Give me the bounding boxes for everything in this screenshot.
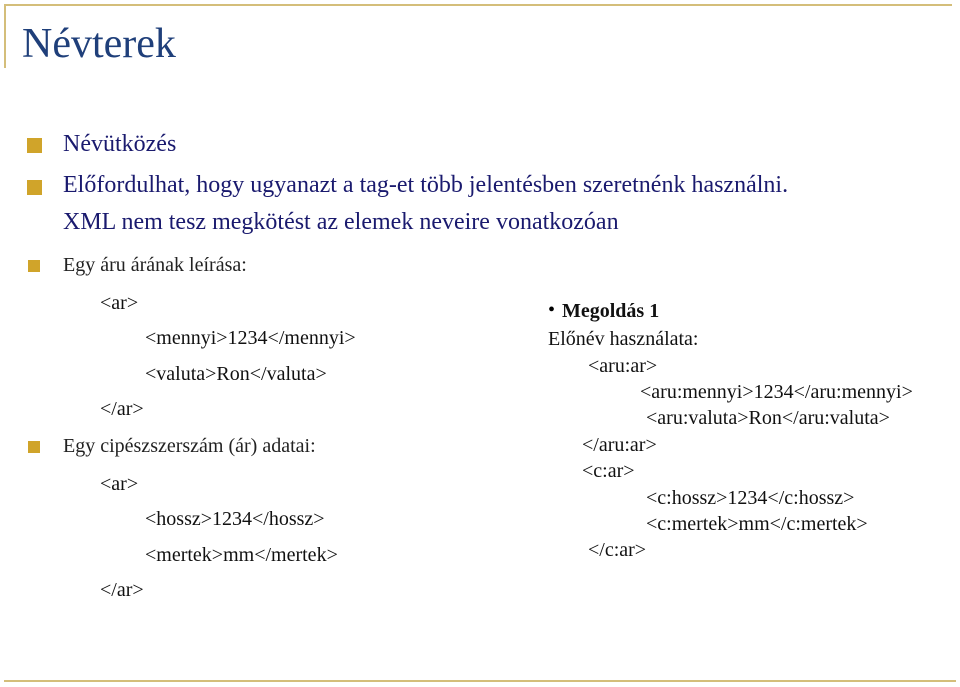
left-code2-line: </ar>: [100, 579, 144, 601]
bullet-multiple-meanings-line1: Előfordulhat, hogy ugyanazt a tag-et több jelentésben szeretnénk használni.: [63, 172, 789, 198]
right-code-line: </c:ar>: [588, 539, 647, 561]
bullet-product-price-description: Egy áru árának leírása:: [63, 254, 247, 276]
frame-left-line: [4, 4, 6, 68]
bullet-tool-data: Egy cipészszerszám (ár) adatai:: [63, 435, 316, 457]
right-code-line: <aru:mennyi>1234</aru:mennyi>: [640, 381, 913, 403]
right-code-line: <aru:ar>: [588, 355, 658, 377]
left-code1-line: </ar>: [100, 398, 144, 420]
frame-bottom-line: [4, 680, 956, 682]
left-code1-line: <mennyi>1234</mennyi>: [145, 327, 356, 349]
right-code-line: <c:mertek>mm</c:mertek>: [646, 513, 868, 535]
left-code1-line: <ar>: [100, 292, 139, 314]
solution-heading: Megoldás 1: [562, 300, 660, 322]
square-bullet-icon: [28, 260, 40, 272]
left-code2-line: <mertek>mm</mertek>: [145, 544, 338, 566]
square-bullet-icon: [28, 441, 40, 453]
slide-title: Névterek: [22, 21, 176, 67]
bullet-multiple-meanings-line2: XML nem tesz megkötést az elemek neveire vonatkozóan: [63, 209, 619, 235]
right-code-line: <c:ar>: [582, 460, 635, 482]
square-bullet-icon: [27, 138, 42, 153]
right-code-line: </aru:ar>: [582, 434, 657, 456]
right-code-line: <c:hossz>1234</c:hossz>: [646, 487, 855, 509]
right-code-line: <aru:valuta>Ron</aru:valuta>: [646, 407, 890, 429]
solution-subheading: Előnév használata:: [548, 328, 699, 350]
square-bullet-icon: [27, 180, 42, 195]
left-code2-line: <ar>: [100, 473, 139, 495]
left-code1-line: <valuta>Ron</valuta>: [145, 363, 327, 385]
left-code2-line: <hossz>1234</hossz>: [145, 508, 325, 530]
frame-top-line: [4, 4, 952, 6]
round-bullet-icon: •: [548, 299, 556, 321]
bullet-namespace-collision: Névütközés: [63, 131, 177, 157]
